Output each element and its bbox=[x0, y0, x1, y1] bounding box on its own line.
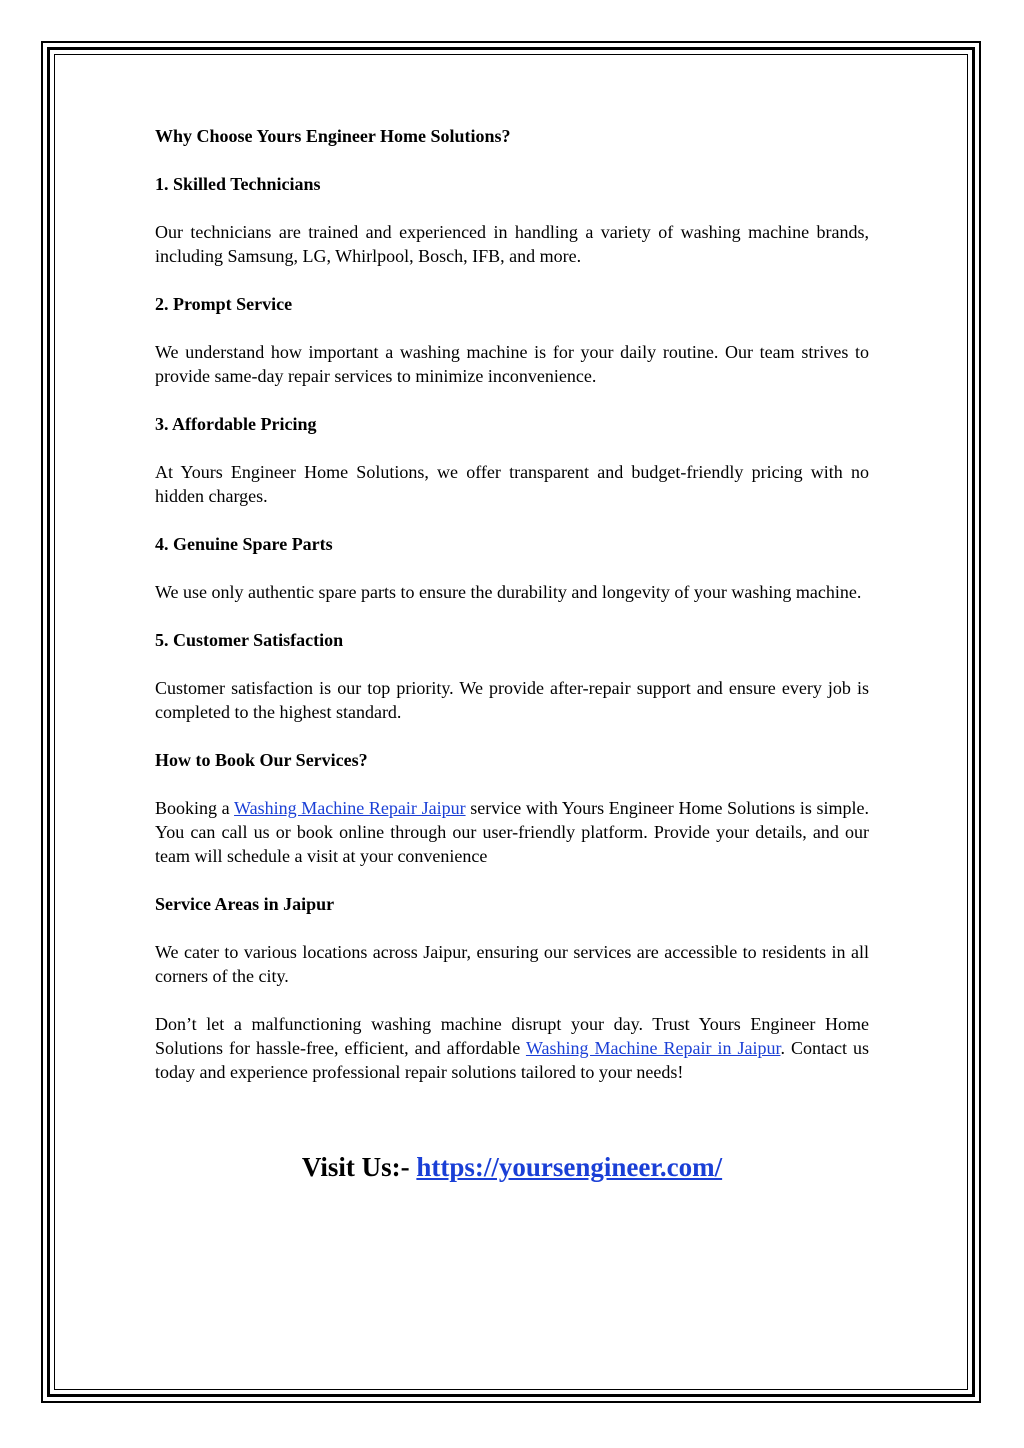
section-affordable-pricing bbox=[155, 412, 869, 508]
section-title: 5. Customer Satisfaction bbox=[155, 630, 344, 650]
areas-title: Service Areas in Jaipur bbox=[155, 894, 335, 914]
section-prompt-service bbox=[155, 292, 869, 388]
booking-text-after: service with Yours Engineer Home Solutions is simple. You can call us or book online through our user-friendly platform. Provide your details, and our team will schedule a visit at your convenience bbox=[155, 798, 869, 866]
visit-label: Visit Us:- bbox=[301, 1152, 417, 1182]
section-genuine-spare-parts bbox=[155, 532, 869, 604]
section-service-areas bbox=[155, 892, 869, 988]
section-title: 2. Prompt Service bbox=[155, 294, 293, 314]
section-body: Our technicians are trained and experienced in handling a variety of washing machine brands, including Samsung, LG, Whirlpool, Bosch, IFB, and more. bbox=[155, 222, 869, 266]
section-skilled-technicians bbox=[155, 172, 869, 268]
visit-us-line bbox=[0, 1150, 1024, 1184]
section-body: We understand how important a washing machine is for your daily routine. Our team strives to provide same-day repair services to minimize inconvenience. bbox=[155, 342, 869, 386]
section-booking bbox=[155, 748, 869, 868]
closing-paragraph bbox=[155, 1012, 869, 1084]
closing-text-before: Don’t let a malfunctioning washing machine disrupt your day. Trust Yours Engineer Home Solutions for hassle-free, efficient, and affordable bbox=[155, 1014, 869, 1058]
section-body: At Yours Engineer Home Solutions, we offer transparent and budget-friendly pricing with no hidden charges. bbox=[155, 462, 869, 506]
booking-body bbox=[155, 796, 869, 868]
section-title: 1. Skilled Technicians bbox=[155, 174, 321, 194]
website-link[interactable]: https://yoursengineer.com/ bbox=[416, 1152, 723, 1182]
areas-body: We cater to various locations across Jaipur, ensuring our services are accessible to residents in all corners of the city. bbox=[155, 942, 869, 986]
section-body: We use only authentic spare parts to ensure the durability and longevity of your washing machine. bbox=[155, 582, 862, 602]
booking-text-before: Booking a bbox=[155, 798, 235, 818]
booking-title: How to Book Our Services? bbox=[155, 750, 368, 770]
section-title: 3. Affordable Pricing bbox=[155, 414, 317, 434]
document-body bbox=[155, 124, 869, 1108]
main-heading: Why Choose Yours Engineer Home Solutions? bbox=[155, 126, 511, 146]
washing-machine-repair-in-jaipur-link[interactable]: Washing Machine Repair in Jaipur bbox=[525, 1038, 781, 1058]
section-customer-satisfaction bbox=[155, 628, 869, 724]
closing-text-after: . Contact us today and experience professional repair solutions tailored to your needs! bbox=[155, 1038, 869, 1082]
section-body: Customer satisfaction is our top priority. We provide after-repair support and ensure every job is completed to the highest standard. bbox=[155, 678, 869, 722]
section-title: 4. Genuine Spare Parts bbox=[155, 534, 333, 554]
washing-machine-repair-jaipur-link[interactable]: Washing Machine Repair Jaipur bbox=[234, 798, 466, 818]
